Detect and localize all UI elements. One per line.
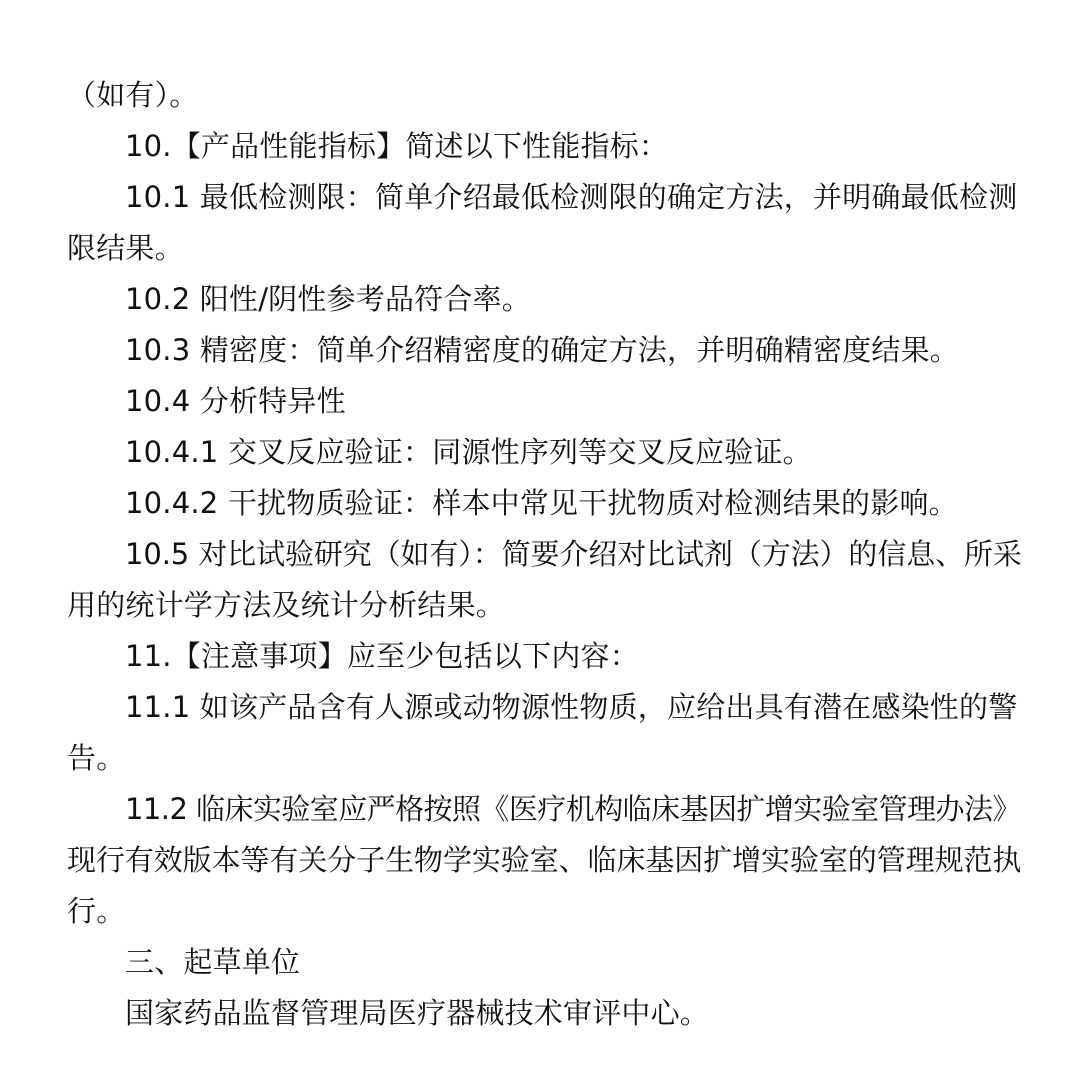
section-heading-drafting-unit: 三、起草单位 (125, 945, 301, 979)
text-line: 10.4.1 交叉反应验证：同源性序列等交叉反应验证。 (125, 435, 812, 469)
drafting-unit-name: 国家药品监督管理局医疗器械技术审评中心。 (125, 996, 710, 1030)
section-heading-precautions: 11.【注意事项】应至少包括以下内容： (125, 639, 639, 673)
text-line: 10.5 对比试验研究（如有）：简要介绍对比试剂（方法）的信息、所采 (125, 537, 1022, 571)
text-line: 10.2 阳性/阴性参考品符合率。 (125, 282, 531, 316)
text-line: 告。 (67, 741, 126, 775)
section-heading-product-performance: 10.【产品性能指标】简述以下性能指标： (125, 129, 669, 163)
text-line: 11.2 临床实验室应严格按照《医疗机构临床基因扩增实验室管理办法》 (125, 792, 1021, 826)
text-line: （如有）。 (67, 78, 199, 112)
text-line: 现行有效版本等有关分子生物学实验室、临床基因扩增实验室的管理规范执 (67, 843, 1022, 877)
text-line: 行。 (67, 894, 126, 928)
text-line: 10.4 分析特异性 (125, 384, 346, 418)
text-line: 11.1 如该产品含有人源或动物源性物质，应给出具有潜在感染性的警 (125, 690, 1018, 724)
text-line: 限结果。 (67, 231, 184, 265)
text-line: 10.4.2 干扰物质验证：样本中常见干扰物质对检测结果的影响。 (125, 486, 958, 520)
text-line: 用的统计学方法及统计分析结果。 (67, 588, 506, 622)
text-line: 10.3 精密度：简单介绍精密度的确定方法，并明确精密度结果。 (125, 333, 959, 367)
text-line: 10.1 最低检测限：简单介绍最低检测限的确定方法，并明确最低检测 (125, 180, 1018, 214)
